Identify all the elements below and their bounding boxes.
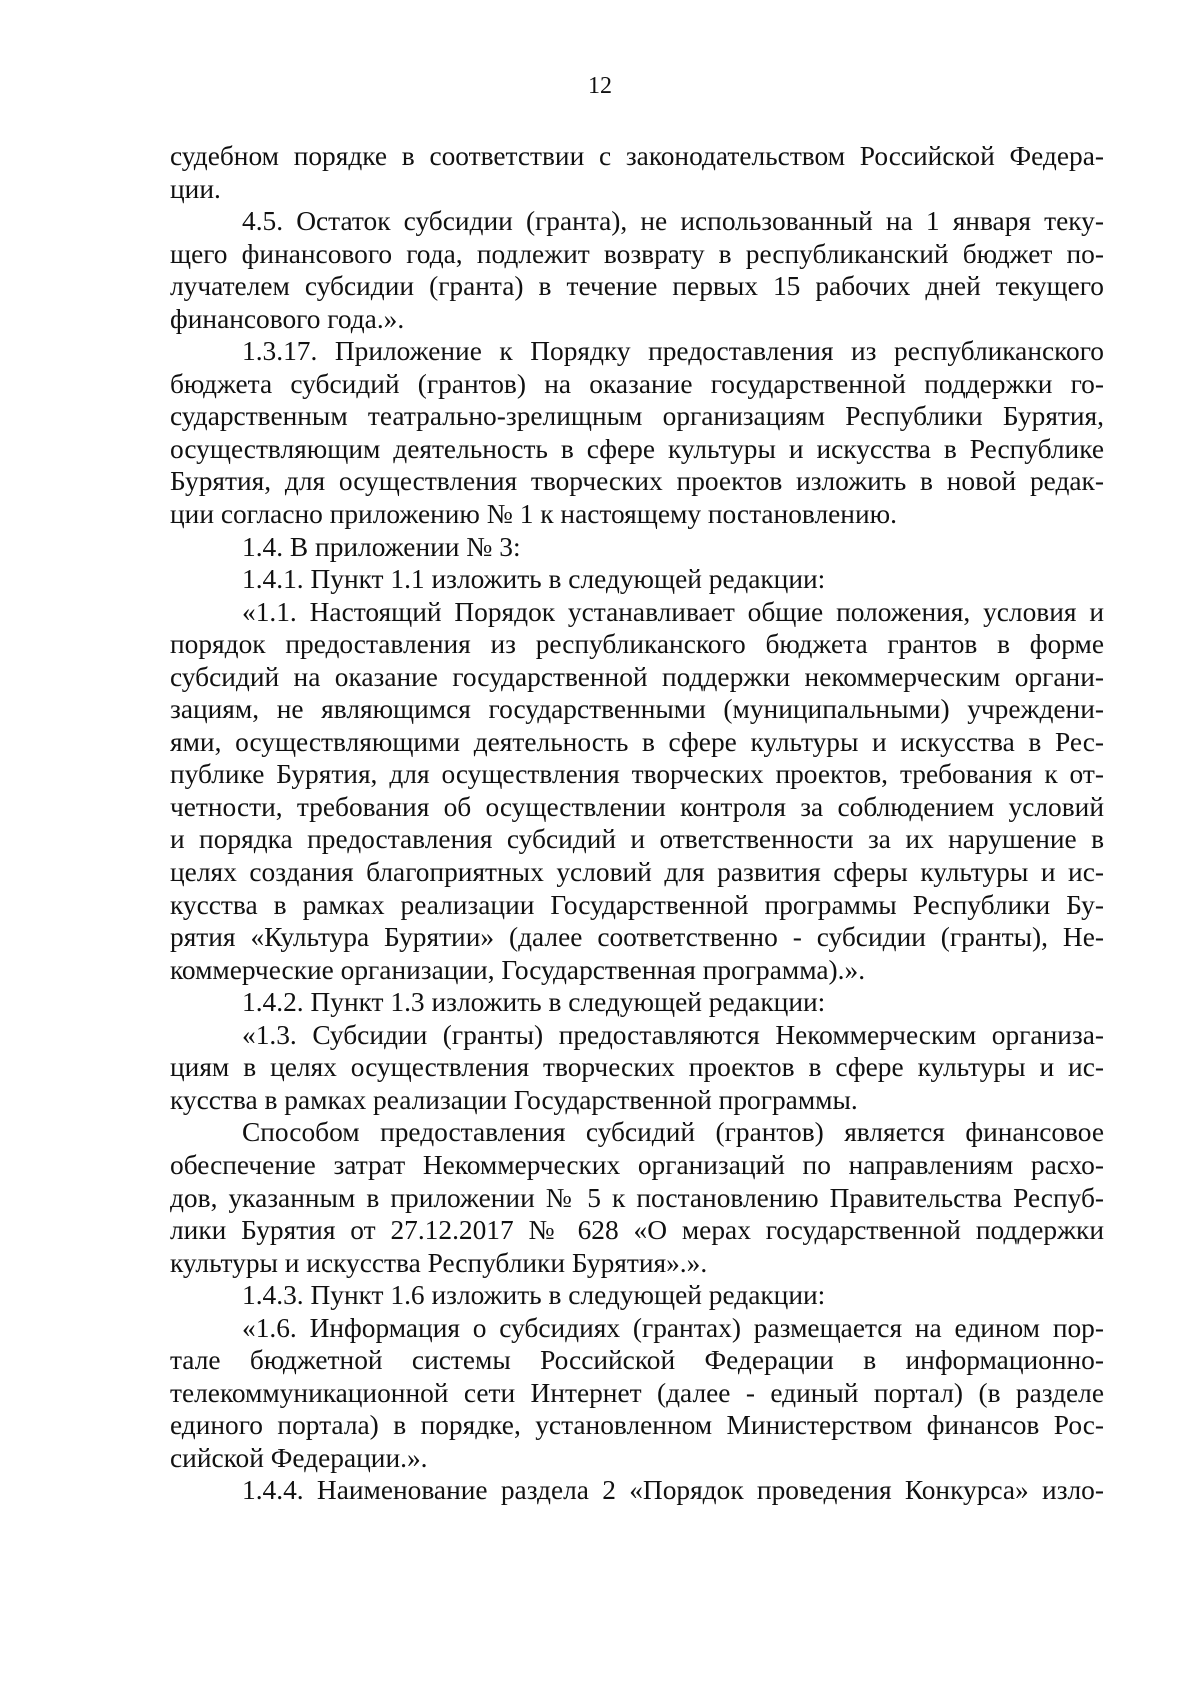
text-line: Бурятия, для осуществления творческих проектов изложить в новой редак- [170,466,1104,497]
text-line: 1.4.1. Пункт 1.1 изложить в следующей редакции: [242,564,826,595]
text-line: дов, указанным в приложении № 5 к постановлению Правительства Респуб- [170,1182,1104,1213]
text-line: культуры и искусства Республики Бурятия».». [170,1247,708,1278]
text-line: четности, требования об осуществлении контроля за соблюдением условий [170,791,1104,822]
text-line: циям в целях осуществления творческих проектов в сфере культуры и ис- [170,1052,1104,1083]
text-line: коммерческие организации, Государственная программа).». [170,954,866,985]
text-line: «1.3. Субсидии (гранты) предоставляются Некоммерческим организа- [242,1019,1104,1050]
document-body [170,140,1104,1507]
text-line: лучателем субсидии (гранта) в течение первых 15 рабочих дней текущего [170,271,1104,302]
text-line: лики Бурятия от 27.12.2017 № 628 «О мерах государственной поддержки [170,1215,1104,1246]
text-line: осуществляющим деятельность в сфере культуры и искусства в Республике [170,433,1104,464]
text-line: единого портала) в порядке, установленном Министерством финансов Рос- [170,1410,1104,1441]
text-line: сийской Федерации.». [170,1442,428,1473]
text-line: «1.1. Настоящий Порядок устанавливает общие положения, условия и [242,596,1104,627]
text-line: тале бюджетной системы Российской Федерации в информационно- [170,1345,1104,1376]
text-line: рятия «Культура Бурятии» (далее соответственно - субсидии (гранты), Не- [170,922,1104,953]
text-line: судебном порядке в соответствии с законодательством Российской Федера- [170,141,1104,171]
text-line: 1.3.17. Приложение к Порядку предоставления из республиканского [242,336,1104,367]
text-line: Способом предоставления субсидий (грантов) является финансовое [242,1117,1104,1148]
text-line: сударственным театрально-зрелищным организациям Республики Бурятия, [170,401,1104,432]
text-line: 1.4.3. Пункт 1.6 изложить в следующей редакции: [242,1280,826,1311]
text-line: ции согласно приложению № 1 к настоящему постановлению. [170,499,897,530]
text-line: 4.5. Остаток субсидии (гранта), не использованный на 1 января теку- [242,206,1104,237]
text-line: 1.4.2. Пункт 1.3 изложить в следующей редакции: [242,987,826,1018]
text-line: ции. [170,173,221,204]
text-line: публике Бурятия, для осуществления творческих проектов, требования к от- [170,759,1104,790]
text-line: бюджета субсидий (грантов) на оказание государственной поддержки го- [170,368,1104,399]
text-line: финансового года.». [170,303,405,334]
text-line: ями, осуществляющими деятельность в сфере культуры и искусства в Рес- [170,726,1104,757]
page-number: 12 [588,73,612,99]
text-line: и порядка предоставления субсидий и ответственности за их нарушение в [170,824,1104,855]
text-line: субсидий на оказание государственной поддержки некоммерческим органи- [170,661,1104,692]
text-line: кусства в рамках реализации Государственной программы. [170,1084,858,1115]
text-line: щего финансового года, подлежит возврату в республиканский бюджет по- [170,238,1104,269]
text-line: кусства в рамках реализации Государственной программы Республики Бу- [170,889,1104,920]
text-line: «1.6. Информация о субсидиях (грантах) размещается на едином пор- [242,1312,1104,1343]
text-line: целях создания благоприятных условий для развития сферы культуры и ис- [170,857,1104,888]
text-line: 1.4.4. Наименование раздела 2 «Порядок проведения Конкурса» изло- [242,1475,1104,1506]
text-line: телекоммуникационной сети Интернет (далее - единый портал) (в разделе [170,1377,1104,1408]
text-line: порядок предоставления из республиканского бюджета грантов в форме [170,629,1104,660]
text-line: зациям, не являющимся государственными (муниципальными) учреждени- [170,694,1104,725]
text-line: 1.4. В приложении № 3: [242,531,521,562]
text-line: обеспечение затрат Некоммерческих организаций по направлениям расхо- [170,1149,1104,1180]
